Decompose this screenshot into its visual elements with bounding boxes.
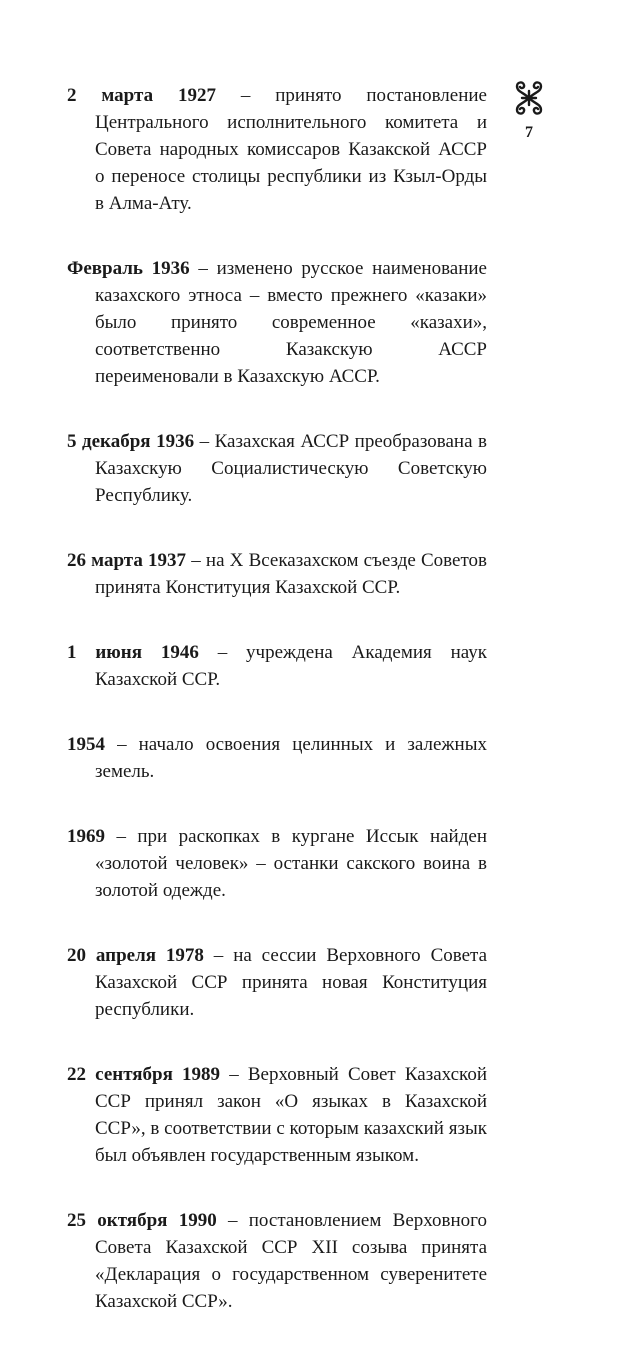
chronology-entry [67, 823, 487, 904]
entry-date: 5 декабря 1936 [67, 431, 195, 452]
chronology-list [67, 82, 487, 1353]
entry-text: – Верховный Совет Казахской ССР принял закон «О языках в Казахской ССР», в соответствии с которым казахский язык был объявлен государственным языком. [95, 1064, 487, 1166]
chronology-entry [67, 731, 487, 785]
chronology-entry [67, 1061, 487, 1169]
chronology-entry [67, 255, 487, 390]
page-number: 7 [525, 124, 533, 141]
chronology-entry [67, 428, 487, 509]
chronology-entry [67, 942, 487, 1023]
entry-date: 25 октября 1990 [67, 1210, 217, 1231]
chronology-entry [67, 82, 487, 217]
entry-text: – на Х Всеказахском съезде Советов принята Конституция Казахской ССР. [95, 550, 487, 598]
entry-text: – Казахская АССР преобразована в Казахскую Социалистическую Советскую Республику. [95, 431, 487, 506]
entry-text: – постановлением Верховного Совета Казахской ССР XII созыва принята «Декларация о государственном суверенитете Казахской ССР». [95, 1210, 487, 1312]
kazakh-ornament-icon [509, 78, 549, 118]
entry-text: – на сессии Верховного Совета Казахской ССР принята новая Конституция республики. [95, 945, 488, 1020]
chronology-entry [67, 547, 487, 601]
entry-date: 1969 [67, 826, 105, 847]
entry-text: – начало освоения целинных и залежных земель. [95, 734, 487, 782]
entry-date: Февраль 1936 [67, 258, 190, 279]
chronology-entry [67, 639, 487, 693]
entry-date: 20 апреля 1978 [67, 945, 204, 966]
entry-date: 26 марта 1937 [67, 550, 187, 571]
entry-date: 2 марта 1927 [67, 85, 216, 106]
chronology-entry [67, 1207, 487, 1315]
entry-text: – при раскопках в кургане Иссык найден «золотой человек» – останки сакского воина в золотой одежде. [95, 826, 487, 901]
entry-text: – изменено русское наименование казахского этноса – вместо прежнего «казаки» было принято современное «казахи», соответственно Казакскую АССР переименовали в Казахскую АССР. [95, 258, 487, 387]
entry-text: – учреждена Академия наук Казахской ССР. [95, 642, 487, 690]
entry-text: – принято постановление Центрального исполнительного комитета и Совета народных комиссаров Казакской АССР о переносе столицы республики из Кзыл-Орды в Алма-Ату. [95, 85, 487, 214]
entry-date: 22 сентября 1989 [67, 1064, 221, 1085]
entry-date: 1954 [67, 734, 105, 755]
entry-date: 1 июня 1946 [67, 642, 199, 663]
